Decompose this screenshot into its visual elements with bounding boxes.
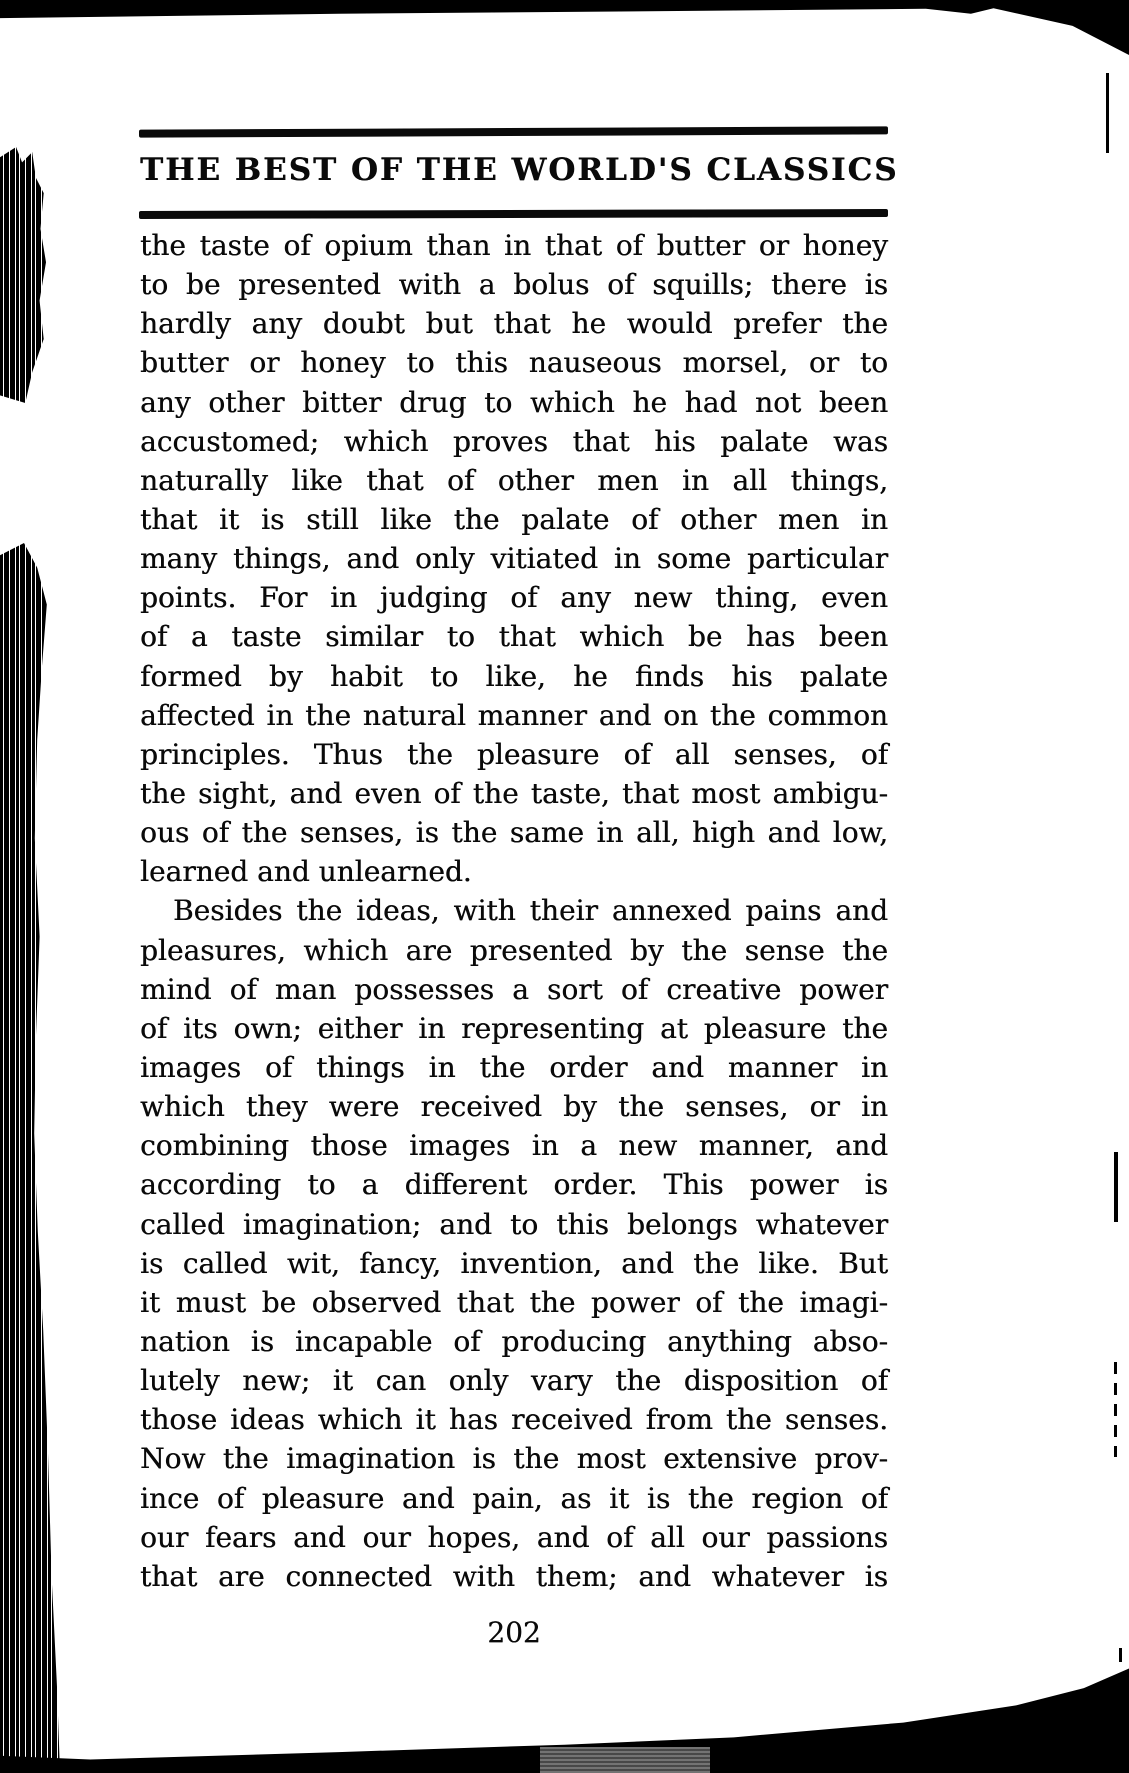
text-line: learned and unlearned.	[140, 855, 472, 889]
text-line: accustomed; which proves that his palate was	[140, 424, 888, 458]
page-number: 202	[487, 1616, 541, 1649]
scan-artifact-right-mark	[1119, 1648, 1122, 1662]
text-line: our fears and our hopes, and of all our passions	[140, 1520, 888, 1554]
text-line: to be presented with a bolus of squills; there is	[140, 268, 888, 302]
text-line: images of things in the order and manner in	[140, 1050, 888, 1084]
text-line: affected in the natural manner and on the common	[140, 698, 888, 732]
scan-artifact-top-edge	[0, 0, 1129, 55]
text-line: that are connected with them; and whatever is	[140, 1559, 888, 1593]
text-line: is called wit, fancy, invention, and the like. But	[140, 1246, 888, 1280]
scan-artifact-bottom-edge	[0, 1650, 1129, 1773]
paragraph-continuation	[140, 226, 888, 891]
text-line: butter or honey to this nauseous morsel, or to	[140, 346, 888, 380]
text-line: according to a different order. This power is	[140, 1168, 888, 1202]
text-line: which they were received by the senses, or in	[140, 1090, 888, 1124]
text-line: many things, and only vitiated in some particular	[140, 542, 888, 576]
text-line: that it is still like the palate of other men in	[140, 502, 888, 536]
paragraph-besides-the-ideas	[140, 891, 888, 1596]
text-line: the sight, and even of the taste, that most ambigu-	[140, 776, 888, 810]
scan-artifact-bottom-smudge	[540, 1747, 710, 1773]
text-line: those ideas which it has received from the senses.	[140, 1403, 888, 1437]
body-text	[140, 226, 888, 1596]
text-line: formed by habit to like, he finds his palate	[140, 659, 888, 693]
scan-artifact-right-line-middle	[1114, 1152, 1118, 1222]
text-line: combining those images in a new manner, and	[140, 1129, 888, 1163]
text-line: ince of pleasure and pain, as it is the region of	[140, 1481, 888, 1515]
text-line: it must be observed that the power of the imagi-	[140, 1285, 888, 1319]
scan-artifact-left-streaks-upper	[0, 147, 46, 403]
text-line: any other bitter drug to which he had not been	[140, 385, 888, 419]
text-line: points. For in judging of any new thing, even	[140, 581, 888, 615]
text-line: nation is incapable of producing anything abso-	[140, 1324, 888, 1358]
text-line: ous of the senses, is the same in all, high and low,	[140, 816, 888, 850]
text-line: pleasures, which are presented by the sense the	[140, 933, 888, 967]
scan-artifact-right-line-top	[1106, 73, 1109, 153]
text-line: the taste of opium than in that of butter or honey	[140, 229, 888, 262]
text-line: principles. Thus the pleasure of all senses, of	[140, 737, 888, 771]
text-line: mind of man possesses a sort of creative power	[140, 972, 888, 1006]
text-line: Now the imagination is the most extensive prov-	[140, 1442, 888, 1476]
running-head-title: THE BEST OF THE WORLD'S CLASSICS	[140, 152, 899, 188]
text-line: hardly any doubt but that he would prefer the	[140, 307, 888, 341]
text-line: lutely new; it can only vary the disposition of	[140, 1364, 888, 1398]
text-line: Besides the ideas, with their annexed pains and	[173, 894, 888, 928]
header-rule-bottom	[139, 209, 888, 219]
text-line: of a taste similar to that which be has been	[140, 620, 888, 654]
text-line: called imagination; and to this belongs whatever	[140, 1207, 888, 1241]
text-line: of its own; either in representing at pleasure the	[140, 1011, 888, 1045]
header-rule-top	[139, 126, 888, 137]
scan-artifact-left-streaks-lower	[0, 543, 60, 1773]
text-line: naturally like that of other men in all things,	[140, 463, 888, 497]
scan-artifact-right-dashed-line	[1114, 1362, 1117, 1457]
